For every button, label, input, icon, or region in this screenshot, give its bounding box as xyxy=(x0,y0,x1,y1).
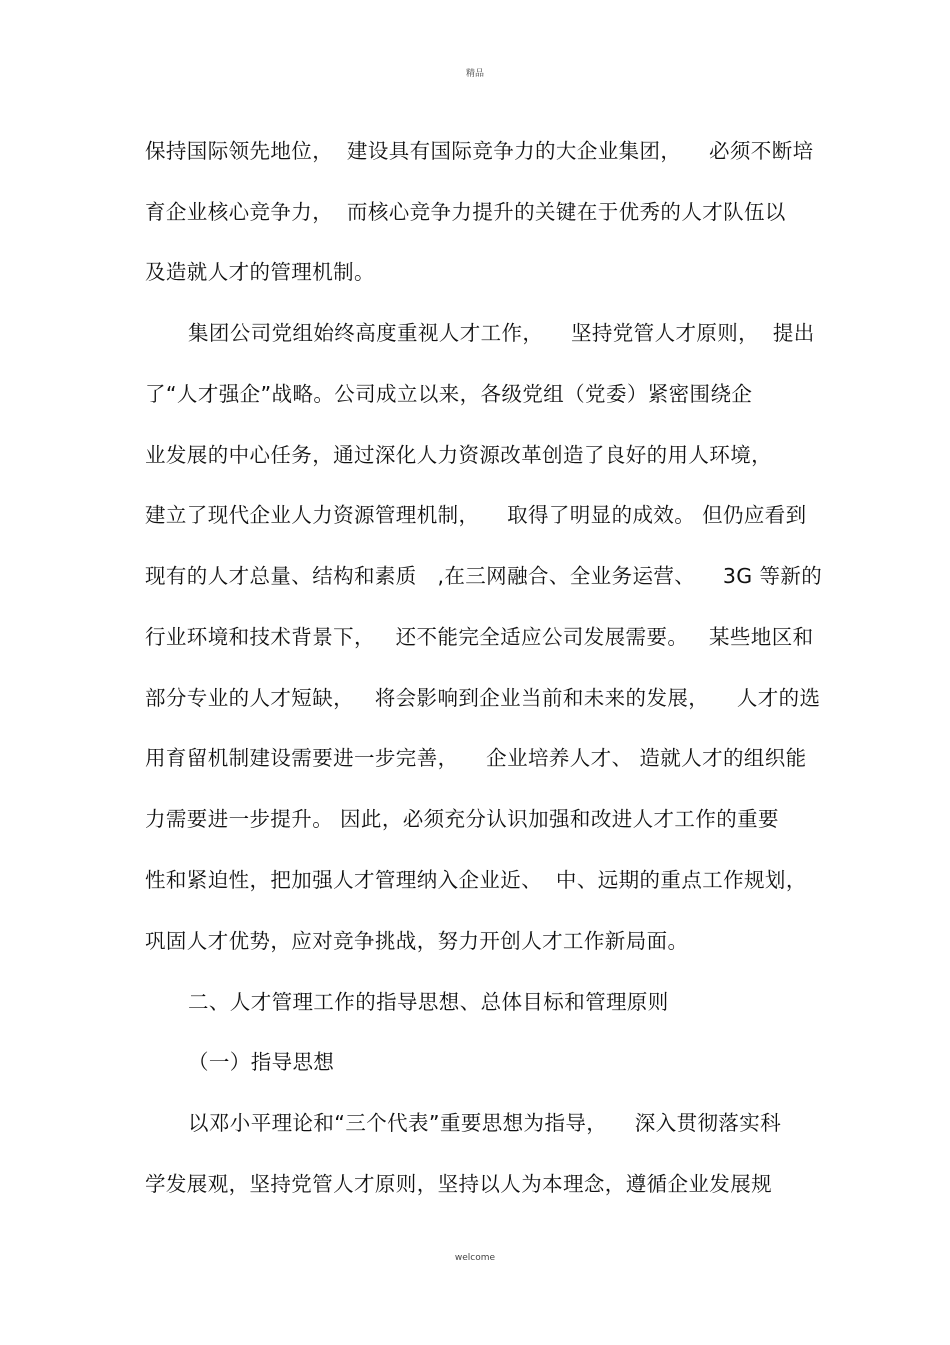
section-heading: 二、人才管理工作的指导思想、总体目标和管理原则 xyxy=(188,990,669,1014)
paragraph-line: 用育留机制建设需要进一步完善， 企业培养人才、 造就人才的组织能 xyxy=(145,746,807,770)
paragraph-line: 现有的人才总量、结构和素质 ,在三网融合、全业务运营、 3G 等新的 xyxy=(145,564,823,588)
paragraph-line: 行业环境和技术背景下， 还不能完全适应公司发展需要。 某些地区和 xyxy=(145,625,814,649)
paragraph-line: 集团公司党组始终高度重视人才工作， 坚持党管人才原则， 提出 xyxy=(188,321,815,345)
paragraph-line: 建立了现代企业人力资源管理机制， 取得了明显的成效。 但仍应看到 xyxy=(145,503,807,527)
paragraph-line: 部分专业的人才短缺， 将会影响到企业当前和未来的发展， 人才的选 xyxy=(145,686,821,710)
paragraph-line: 了“人才强企”战略。公司成立以来，各级党组（党委）紧密围绕企 xyxy=(145,382,753,406)
page-header: 精品 xyxy=(465,69,484,79)
paragraph-line: 保持国际领先地位， 建设具有国际竞争力的大企业集团， 必须不断培 xyxy=(145,139,814,163)
page-footer: welcome xyxy=(454,1253,496,1263)
paragraph-line: 力需要进一步提升。 因此，必须充分认识加强和改进人才工作的重要 xyxy=(145,807,779,831)
paragraph-line: 巩固人才优势，应对竞争挑战，努力开创人才工作新局面。 xyxy=(145,929,689,953)
paragraph-line: 及造就人才的管理机制。 xyxy=(145,260,375,284)
paragraph-line: 育企业核心竞争力， 而核心竞争力提升的关键在于优秀的人才队伍以 xyxy=(145,200,786,224)
paragraph-line: 以邓小平理论和“三个代表”重要思想为指导， 深入贯彻落实科 xyxy=(188,1111,782,1135)
paragraph-line: 性和紧迫性，把加强人才管理纳入企业近、 中、远期的重点工作规划， xyxy=(145,868,807,892)
paragraph-line: 学发展观，坚持党管人才原则，坚持以人为本理念，遵循企业发展规 xyxy=(145,1172,772,1196)
subsection-heading: （一）指导思想 xyxy=(188,1050,335,1074)
paragraph-line: 业发展的中心任务，通过深化人力资源改革创造了良好的用人环境， xyxy=(145,443,772,467)
